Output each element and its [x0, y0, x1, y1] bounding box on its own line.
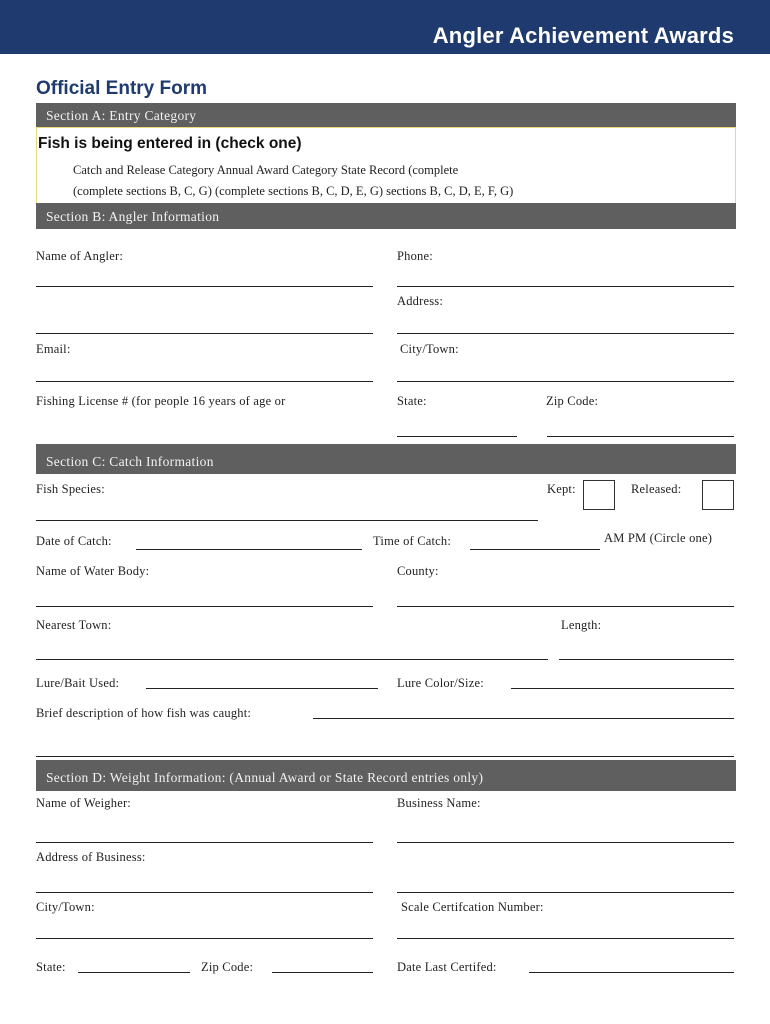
entry-category-options-line1[interactable]: Catch and Release Category Annual Award Category State Record (complete [73, 163, 459, 177]
phone-label: Phone: [397, 249, 433, 263]
email-field[interactable] [36, 381, 373, 382]
lure-color-label: Lure Color/Size: [397, 676, 484, 690]
water-body-label: Name of Water Body: [36, 564, 150, 578]
water-body-field[interactable] [36, 606, 373, 607]
section-b-heading [36, 203, 736, 229]
license-label: Fishing License # (for people 16 years of age or [36, 394, 286, 408]
length-field[interactable] [559, 659, 734, 660]
nearest-town-label: Nearest Town: [36, 618, 112, 632]
section-a-heading [36, 103, 736, 127]
phone-field[interactable] [397, 286, 734, 287]
fish-species-label: Fish Species: [36, 482, 105, 496]
form-title: Official Entry Form [36, 78, 208, 99]
city-label: City/Town: [400, 342, 459, 356]
lure-field[interactable] [146, 688, 378, 689]
zip-label: Zip Code: [546, 394, 599, 408]
date-of-catch-field[interactable] [136, 549, 362, 550]
section-c-heading [36, 444, 736, 474]
scale-cert-label: Scale Certifcation Number: [401, 900, 544, 914]
section-c-heading-text: Section C: Catch Information [46, 454, 214, 469]
am-pm-circle[interactable]: AM PM (Circle one) [604, 531, 713, 545]
weigher-state-label: State: [36, 960, 66, 974]
lure-color-field[interactable] [511, 688, 734, 689]
header-title: Angler Achievement Awards [432, 23, 734, 48]
angler-name-field[interactable] [36, 286, 373, 287]
state-field[interactable] [397, 436, 517, 437]
time-of-catch-field[interactable] [470, 549, 600, 550]
kept-checkbox[interactable] [583, 480, 615, 510]
business-address-label: Address of Business: [36, 850, 146, 864]
date-certified-label: Date Last Certifed: [397, 960, 497, 974]
description-field-line2[interactable] [36, 756, 734, 757]
released-checkbox[interactable] [702, 480, 734, 510]
zip-field[interactable] [547, 436, 734, 437]
section-a-heading-text: Section A: Entry Category [46, 108, 197, 123]
description-field[interactable] [313, 718, 734, 719]
business-address-field[interactable] [36, 892, 373, 893]
email-label: Email: [36, 342, 71, 356]
angler-name-label: Name of Angler: [36, 249, 124, 263]
section-d-heading [36, 760, 736, 791]
header-bar [0, 0, 770, 54]
city-field[interactable] [397, 381, 734, 382]
nearest-town-field[interactable] [36, 659, 548, 660]
date-certified-field[interactable] [529, 972, 734, 973]
weigher-name-field[interactable] [36, 842, 373, 843]
county-field[interactable] [397, 606, 734, 607]
description-label: Brief description of how fish was caught: [36, 706, 252, 720]
weigher-zip-field[interactable] [272, 972, 373, 973]
date-of-catch-label: Date of Catch: [36, 534, 112, 548]
entry-category-prompt: Fish is being entered in (check one) [38, 135, 302, 152]
time-of-catch-label: Time of Catch: [373, 534, 452, 548]
weigher-zip-label: Zip Code: [201, 960, 254, 974]
fish-species-field[interactable] [36, 520, 538, 521]
length-label: Length: [561, 618, 602, 632]
county-label: County: [397, 564, 439, 578]
business-name-label: Business Name: [397, 796, 481, 810]
scale-cert-field[interactable] [397, 938, 734, 939]
released-label: Released: [631, 482, 682, 496]
weigher-city-label: City/Town: [36, 900, 95, 914]
address-label: Address: [397, 294, 444, 308]
section-b-heading-text: Section B: Angler Information [46, 209, 220, 224]
weigher-state-field[interactable] [78, 972, 190, 973]
weigher-city-field[interactable] [36, 938, 373, 939]
weigher-name-label: Name of Weigher: [36, 796, 131, 810]
state-label: State: [397, 394, 427, 408]
business-name-field[interactable] [397, 842, 734, 843]
kept-label: Kept: [547, 482, 576, 496]
entry-category-options-line2[interactable]: (complete sections B, C, G) (complete sections B, C, D, E, G) sections B, C, D, E, F, G) [73, 184, 514, 198]
address-field-left[interactable] [36, 333, 373, 334]
address-field[interactable] [397, 333, 734, 334]
lure-label: Lure/Bait Used: [36, 676, 120, 690]
section-d-heading-text: Section D: Weight Information: (Annual Award or State Record entries only) [46, 770, 484, 785]
business-address-field-right[interactable] [397, 892, 734, 893]
